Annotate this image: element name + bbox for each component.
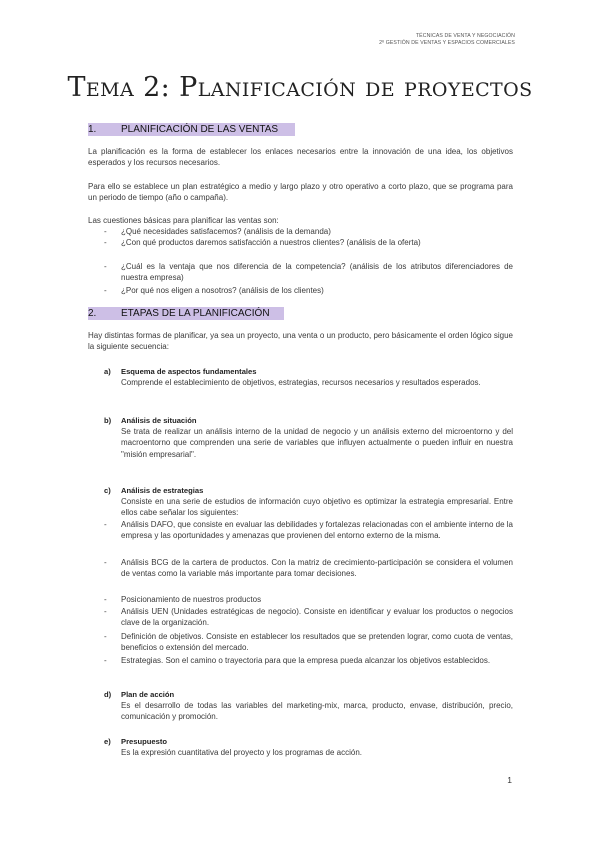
bullet-dash: -	[104, 238, 107, 247]
paragraph: Es la expresión cuantitativa del proyecto y los programas de acción.	[121, 748, 363, 757]
list-item: Análisis UEN (Unidades estratégicas de negocio). Consiste en identificar y evaluar los productos o negocios clave de la organización.	[121, 607, 513, 628]
page-header	[379, 33, 515, 47]
list-item: Definición de objetivos. Consiste en establecer los resultados que se pretenden lograr, como cuota de ventas, beneficios o extensión del mercado.	[121, 632, 513, 653]
paragraph: Consiste en una serie de estudios de información cuyo objetivo es optimizar la estrategia empresarial. Entre ellos cabe señalar los siguientes:	[121, 497, 513, 518]
subsection-title: Análisis de estrategias	[121, 486, 204, 495]
header-subject: TÉCNICAS DE VENTA Y NEGOCIACIÓN	[415, 33, 515, 39]
subsection-title: Análisis de situación	[121, 416, 197, 425]
section-number: 1.	[88, 124, 97, 135]
subsection-marker: d)	[104, 690, 112, 699]
subsection-title: Plan de acción	[121, 690, 175, 699]
bullet-dash: -	[104, 656, 107, 665]
section-1-heading	[88, 123, 295, 136]
list-item: Posicionamiento de nuestros productos	[121, 595, 262, 604]
list-item: ¿Cuál es la ventaja que nos diferencia de la competencia? (análisis de los atributos diferenciadores de nuestra empresa)	[121, 262, 513, 283]
bullet-dash: -	[104, 227, 107, 236]
list-item: ¿Por qué nos eligen a nosotros? (análisis de los clientes)	[121, 286, 324, 295]
header-course: 2º GESTIÓN DE VENTAS Y ESPACIOS COMERCIALES	[379, 40, 515, 46]
page-title: Tema 2: Planificación de proyectos	[67, 72, 533, 103]
section-2-heading	[88, 307, 284, 320]
bullet-dash: -	[104, 607, 107, 616]
page-number: 1	[507, 775, 512, 785]
list-item: Análisis DAFO, que consiste en evaluar las debilidades y fortalezas relacionadas con el ambiente interno de la empresa y las oportunidades y amenazas que provienen del entorno externo de la misma.	[121, 520, 513, 541]
paragraph: Se trata de realizar un análisis interno de la unidad de negocio y un análisis externo del microentorno y del macroentorno que comprenden una serie de variables que influyen actualmente o pueden influir en nuestra "misión empresarial".	[121, 427, 513, 459]
subsection-marker: c)	[104, 486, 111, 495]
list-item: ¿Con qué productos daremos satisfacción a nuestros clientes? (análisis de la oferta)	[121, 238, 421, 247]
paragraph: Es el desarrollo de todas las variables del marketing-mix, marca, producto, envase, distribución, precio, comunicación y promoción.	[121, 701, 513, 722]
section-title: PLANIFICACIÓN DE LAS VENTAS	[121, 124, 279, 135]
subsection-marker: b)	[104, 416, 112, 425]
list-item: Análisis BCG de la cartera de productos. Con la matriz de crecimiento-participación se considera el volumen de ventas como la variable más importante para tomar decisiones.	[121, 558, 513, 579]
list-item: Estrategias. Son el camino o trayectoria para que la empresa pueda alcanzar los objetivos establecidos.	[121, 656, 491, 665]
list-item: ¿Qué necesidades satisfacemos? (análisis de la demanda)	[121, 227, 331, 236]
section-number: 2.	[88, 308, 97, 319]
bullet-dash: -	[104, 558, 107, 567]
paragraph: Comprende el establecimiento de objetivos, estrategias, recursos necesarios y resultados esperados.	[121, 378, 481, 387]
section-title: ETAPAS DE LA PLANIFICACIÓN	[121, 308, 270, 319]
subsection-marker: a)	[104, 367, 111, 376]
subsection-marker: e)	[104, 737, 111, 746]
paragraph: Las cuestiones básicas para planificar las ventas son:	[88, 216, 279, 225]
subsection-title: Presupuesto	[121, 737, 167, 746]
bullet-dash: -	[104, 286, 107, 295]
bullet-dash: -	[104, 632, 107, 641]
bullet-dash: -	[104, 595, 107, 604]
subsection-title: Esquema de aspectos fundamentales	[121, 367, 257, 376]
paragraph: Para ello se establece un plan estratégico a medio y largo plazo y otro operativo a corto plazo, que se programa para un periodo de tiempo (año o campaña).	[88, 182, 513, 203]
paragraph: Hay distintas formas de planificar, ya sea un proyecto, una venta o un producto, pero básicamente el orden lógico sigue la siguiente secuencia:	[88, 331, 513, 352]
bullet-dash: -	[104, 262, 107, 271]
bullet-dash: -	[104, 520, 107, 529]
paragraph: La planificación es la forma de establecer los enlaces necesarios entre la innovación de una idea, los objetivos esperados y los recursos necesarios.	[88, 147, 513, 168]
